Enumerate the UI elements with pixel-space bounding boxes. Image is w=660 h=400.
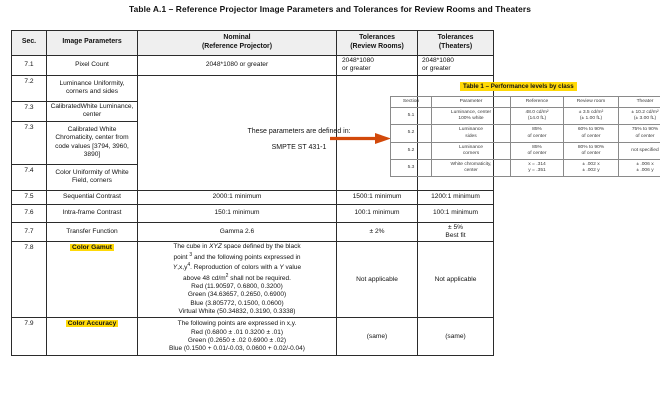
inset-rev-line2: (± 1.00 fL) bbox=[579, 116, 603, 122]
cell-nominal: 2048*1080 or greater bbox=[138, 55, 337, 75]
annotation-line-1: These parameters are defined in: bbox=[247, 128, 351, 135]
inset-param-line1: Luminance bbox=[459, 127, 483, 133]
cell-review: 100:1 minimum bbox=[337, 204, 418, 222]
cell-nominal: 2000:1 minimum bbox=[138, 190, 337, 204]
column-header-nominal-line2: (Reference Projector) bbox=[201, 42, 273, 50]
inset-ref-line2: of center bbox=[527, 133, 547, 139]
column-header-nominal bbox=[138, 31, 337, 56]
accuracy-line-3: Green (0.2650 ± .02 0.6900 ± .02) bbox=[187, 336, 287, 344]
inset-the-line1: ± 10.2 cd/m² bbox=[631, 110, 659, 116]
inset-the-line1: 75% to 90% bbox=[631, 127, 659, 133]
inset-header-row bbox=[391, 97, 660, 108]
cell-theater bbox=[418, 222, 494, 242]
cell-nominal-color-gamut bbox=[138, 242, 337, 318]
inset-rev-line2: of center bbox=[581, 133, 601, 139]
cell-parameter-color-gamut bbox=[47, 242, 138, 318]
cell-sec: 7.7 bbox=[12, 222, 47, 242]
table-row bbox=[12, 190, 494, 204]
cell-sec: 7.9 bbox=[12, 318, 47, 356]
cell-sec: 7.3 bbox=[12, 101, 47, 121]
table-row-color-gamut bbox=[12, 242, 494, 318]
column-header-theater-line1: Tolerances bbox=[437, 34, 474, 41]
inset-cell-review-room bbox=[564, 108, 619, 125]
inset-cell-section: 5.3 bbox=[391, 159, 432, 176]
inset-table-row bbox=[391, 125, 660, 142]
inset-rev-line1: 80% to 90% bbox=[577, 144, 605, 150]
cell-parameter: Color Uniformity of White Field, corners bbox=[47, 164, 138, 190]
inset-column-header-review-room: Review room bbox=[564, 97, 619, 108]
cell-sec: 7.4 bbox=[12, 164, 47, 190]
accuracy-line-2: Red (0.6800 ± .01 0.3200 ± .01) bbox=[190, 328, 284, 336]
inset-ref-line2: of center bbox=[527, 150, 547, 156]
inset-cell-section: 5.1 bbox=[391, 108, 432, 125]
inset-cell-review-room bbox=[564, 159, 619, 176]
cell-parameter: CalibratedWhite Luminance, center bbox=[47, 101, 138, 121]
inset-param-line2: 100% white bbox=[458, 116, 484, 122]
cell-theater-line1: ± 5% bbox=[448, 223, 463, 231]
inset-rev-line1: ± 3.5 cd/m² bbox=[578, 110, 604, 116]
inset-param-line2: sides bbox=[465, 133, 477, 139]
inset-rev-line2: ± .002 y bbox=[582, 168, 600, 173]
cell-review-color-accuracy: (same) bbox=[337, 318, 418, 356]
table-row bbox=[12, 222, 494, 242]
column-header-image-parameters: Image Parameters bbox=[47, 31, 138, 56]
inset-table-row bbox=[391, 108, 660, 125]
inset-cell-section: 5.2 bbox=[391, 142, 432, 159]
cell-theater-color-accuracy: (same) bbox=[418, 318, 494, 356]
inset-the-line2: ± .006 y bbox=[636, 168, 654, 173]
cell-theater: 100:1 minimum bbox=[418, 204, 494, 222]
gamut-line-5: Red (11.90597, 0.6800, 0.3200) bbox=[191, 283, 283, 291]
inset-column-header-theater: Theater bbox=[619, 97, 660, 108]
inset-cell-reference bbox=[511, 142, 564, 159]
inset-ref-line1: x = .314 bbox=[528, 161, 546, 167]
cell-parameter: Luminance Uniformity, corners and sides bbox=[47, 75, 138, 101]
inset-column-header-parameter: Parameter bbox=[432, 97, 511, 108]
cell-parameter: Sequential Contrast bbox=[47, 190, 138, 204]
column-header-nominal-line1: Nominal bbox=[223, 34, 251, 41]
inset-cell-section: 5.2 bbox=[391, 125, 432, 142]
table-row bbox=[12, 55, 494, 75]
gamut-line-4: above 48 $cd/m^2$ shall not be required. bbox=[183, 272, 291, 282]
cell-sec: 7.5 bbox=[12, 190, 47, 204]
table-row-color-accuracy bbox=[12, 318, 494, 356]
column-header-sec: Sec. bbox=[12, 31, 47, 56]
cell-theater-color-gamut: Not applicable bbox=[418, 242, 494, 318]
inset-rev-line1: 60% to 90% bbox=[577, 127, 605, 133]
inset-column-header-section: Section bbox=[391, 97, 432, 108]
cell-parameter-color-accuracy bbox=[47, 318, 138, 356]
inset-cell-reference bbox=[511, 125, 564, 142]
cell-review bbox=[337, 55, 418, 75]
cell-review: ± 2% bbox=[337, 222, 418, 242]
highlight-color-accuracy: Color Accuracy bbox=[67, 320, 117, 328]
inset-cell-theater: not specified bbox=[619, 142, 660, 159]
cell-theater-line2: or greater bbox=[422, 65, 451, 73]
cell-nominal: 150:1 minimum bbox=[138, 204, 337, 222]
inset-cell-parameter bbox=[432, 108, 511, 125]
highlight-color-gamut: Color Gamut bbox=[72, 244, 112, 252]
inset-rev-line1: ± .002 x bbox=[582, 161, 600, 167]
inset-the-line2: of center bbox=[635, 133, 655, 139]
inset-cell-review-room bbox=[564, 142, 619, 159]
table-header-row bbox=[12, 31, 494, 56]
inset-cell-reference bbox=[511, 108, 564, 125]
column-header-review-line2: (Review Rooms) bbox=[350, 42, 404, 50]
cell-sec: 7.6 bbox=[12, 204, 47, 222]
cell-review: 1500:1 minimum bbox=[337, 190, 418, 204]
inset-table-row bbox=[391, 159, 660, 176]
cell-review-line1: 2048*1080 bbox=[342, 56, 374, 64]
column-header-tolerances-review-rooms bbox=[337, 31, 418, 56]
cell-sec: 7.2 bbox=[12, 75, 47, 101]
annotation-line-2: SMPTE ST 431-1 bbox=[271, 143, 327, 151]
inset-the-line1: ± .006 x bbox=[636, 161, 654, 167]
inset-table-caption: Table 1 – Performance levels by class bbox=[460, 82, 577, 91]
column-header-theater-line2: (Theaters) bbox=[438, 42, 473, 50]
cell-nominal: Gamma 2.6 bbox=[138, 222, 337, 242]
inset-ref-line1: 48.0 cd/m² bbox=[525, 110, 549, 116]
reference-projector-table bbox=[11, 30, 494, 356]
inset-param-line1: Luminance bbox=[459, 144, 483, 150]
cell-parameter: Pixel Count bbox=[47, 55, 138, 75]
cell-parameter: Calibrated White Chromaticity, center from code values [3794, 3960, 3890] bbox=[47, 121, 138, 164]
inset-cell-parameter bbox=[432, 125, 511, 142]
column-header-review-line1: Tolerances bbox=[359, 34, 395, 41]
page-title: Table A.1 – Reference Projector Image Parameters and Tolerances for Review Rooms and Theaters bbox=[129, 4, 531, 14]
cell-theater bbox=[418, 55, 494, 75]
performance-levels-table bbox=[390, 96, 660, 177]
inset-table-row bbox=[391, 142, 660, 159]
inset-cell-theater bbox=[619, 125, 660, 142]
accuracy-line-1: The following points are expressed in x,y. bbox=[177, 320, 297, 328]
gamut-line-1: The cube in XYZ space defined by the black bbox=[173, 243, 301, 251]
inset-ref-line2: (14.0 fL) bbox=[527, 116, 547, 122]
inset-cell-parameter bbox=[432, 142, 511, 159]
cell-parameter: Transfer Function bbox=[47, 222, 138, 242]
inset-cell-reference bbox=[511, 159, 564, 176]
gamut-line-3: $Y,x,y^4$. Reproduction of colors with a Y value bbox=[172, 262, 302, 272]
inset-column-header-reference: Reference bbox=[511, 97, 564, 108]
accuracy-line-4: Blue (0.1500 + 0.01/-0.03, 0.0600 + 0.02/-0.04) bbox=[169, 345, 305, 353]
column-header-tolerances-theaters bbox=[418, 31, 494, 56]
inset-cell-review-room bbox=[564, 125, 619, 142]
inset-param-line2: corners bbox=[462, 150, 480, 156]
cell-review-line2: or greater bbox=[342, 65, 371, 73]
inset-ref-line1: 85% bbox=[532, 127, 542, 133]
cell-review-color-gamut: Not applicable bbox=[337, 242, 418, 318]
cell-nominal-color-accuracy bbox=[138, 318, 337, 356]
cell-theater-line1: 2048*1080 bbox=[422, 56, 454, 64]
cell-parameter: Intra-frame Contrast bbox=[47, 204, 138, 222]
gamut-line-7: Blue (3.805772, 0.1500, 0.0600) bbox=[190, 299, 284, 307]
cell-theater-line2: Best fit bbox=[445, 231, 466, 239]
inset-ref-line1: 85% bbox=[532, 144, 542, 150]
inset-param-line1: White chromaticity, bbox=[450, 161, 492, 167]
inset-cell-theater bbox=[619, 159, 660, 176]
inset-cell-theater bbox=[619, 108, 660, 125]
gamut-line-8: Virtual White (50.34832, 0.3190, 0.3338) bbox=[178, 308, 296, 316]
table-row bbox=[12, 204, 494, 222]
cell-theater: 1200:1 minimum bbox=[418, 190, 494, 204]
cell-sec: 7.3 bbox=[12, 121, 47, 164]
inset-cell-parameter bbox=[432, 159, 511, 176]
inset-the-line2: (± 3.00 fL) bbox=[633, 116, 657, 122]
cell-sec: 7.8 bbox=[12, 242, 47, 318]
gamut-line-6: Green (34.63657, 0.2650, 0.6900) bbox=[187, 291, 287, 299]
gamut-line-2: point $^3$ and the following points expressed in bbox=[173, 251, 301, 261]
cell-sec: 7.1 bbox=[12, 55, 47, 75]
inset-param-line2: center bbox=[464, 168, 478, 173]
inset-ref-line2: y = .351 bbox=[528, 168, 546, 173]
pointer-arrow-icon bbox=[330, 132, 392, 145]
inset-param-line1: Luminance, center bbox=[450, 110, 492, 116]
inset-rev-line2: of center bbox=[581, 150, 601, 156]
